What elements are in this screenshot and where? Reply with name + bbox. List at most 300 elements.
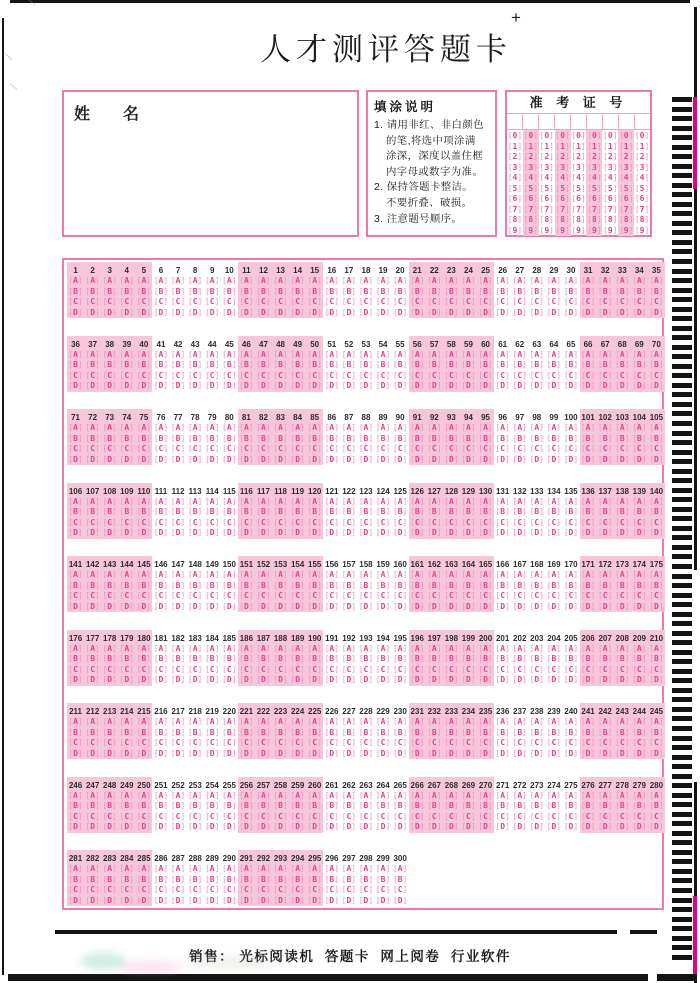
- option-bubble-A[interactable]: [375, 497, 392, 508]
- option-bubble-C[interactable]: [135, 518, 152, 529]
- option-bubble-C[interactable]: [426, 371, 443, 382]
- digit-bubble[interactable]: [571, 194, 587, 205]
- option-bubble-D[interactable]: [340, 455, 357, 466]
- option-bubble-D[interactable]: [562, 749, 579, 760]
- option-bubble-C[interactable]: [289, 591, 306, 602]
- option-bubble-D[interactable]: [375, 528, 392, 539]
- option-bubble-C[interactable]: [255, 738, 272, 749]
- option-bubble-C[interactable]: [562, 371, 579, 382]
- option-bubble-B[interactable]: [135, 801, 152, 812]
- option-bubble-A[interactable]: [204, 570, 221, 581]
- option-bubble-B[interactable]: [255, 287, 272, 298]
- digit-bubble[interactable]: [586, 226, 602, 237]
- option-bubble-D[interactable]: [357, 381, 374, 392]
- option-bubble-A[interactable]: [392, 644, 409, 655]
- option-bubble-A[interactable]: [511, 423, 528, 434]
- option-bubble-B[interactable]: [221, 360, 238, 371]
- option-bubble-D[interactable]: [562, 455, 579, 466]
- option-bubble-C[interactable]: [477, 665, 494, 676]
- option-bubble-B[interactable]: [255, 581, 272, 592]
- option-bubble-B[interactable]: [494, 434, 511, 445]
- digit-bubble[interactable]: [586, 184, 602, 195]
- option-bubble-A[interactable]: [170, 350, 187, 361]
- option-bubble-C[interactable]: [84, 444, 101, 455]
- digit-bubble[interactable]: [586, 131, 602, 142]
- option-bubble-A[interactable]: [409, 350, 426, 361]
- option-bubble-D[interactable]: [460, 749, 477, 760]
- option-bubble-D[interactable]: [221, 749, 238, 760]
- option-bubble-B[interactable]: [597, 360, 614, 371]
- option-bubble-C[interactable]: [170, 444, 187, 455]
- option-bubble-C[interactable]: [545, 665, 562, 676]
- option-bubble-A[interactable]: [152, 276, 169, 287]
- option-bubble-A[interactable]: [580, 276, 597, 287]
- option-bubble-A[interactable]: [597, 276, 614, 287]
- option-bubble-B[interactable]: [528, 728, 545, 739]
- option-bubble-B[interactable]: [340, 360, 357, 371]
- option-bubble-C[interactable]: [101, 738, 118, 749]
- option-bubble-D[interactable]: [494, 602, 511, 613]
- option-bubble-C[interactable]: [631, 518, 648, 529]
- option-bubble-C[interactable]: [580, 518, 597, 529]
- option-bubble-A[interactable]: [67, 350, 84, 361]
- option-bubble-A[interactable]: [306, 570, 323, 581]
- option-bubble-A[interactable]: [477, 717, 494, 728]
- option-bubble-A[interactable]: [67, 791, 84, 802]
- option-bubble-A[interactable]: [443, 423, 460, 434]
- option-bubble-C[interactable]: [580, 297, 597, 308]
- option-bubble-B[interactable]: [238, 654, 255, 665]
- option-bubble-C[interactable]: [152, 371, 169, 382]
- option-bubble-D[interactable]: [614, 308, 631, 319]
- name-field-box[interactable]: [62, 90, 359, 237]
- option-bubble-D[interactable]: [272, 602, 289, 613]
- option-bubble-B[interactable]: [562, 434, 579, 445]
- option-bubble-C[interactable]: [545, 371, 562, 382]
- option-bubble-D[interactable]: [118, 675, 135, 686]
- option-bubble-B[interactable]: [631, 507, 648, 518]
- option-bubble-A[interactable]: [443, 497, 460, 508]
- option-bubble-D[interactable]: [238, 675, 255, 686]
- option-bubble-C[interactable]: [494, 665, 511, 676]
- option-bubble-B[interactable]: [306, 434, 323, 445]
- option-bubble-A[interactable]: [460, 717, 477, 728]
- option-bubble-D[interactable]: [323, 749, 340, 760]
- option-bubble-D[interactable]: [152, 749, 169, 760]
- option-bubble-C[interactable]: [340, 371, 357, 382]
- option-bubble-B[interactable]: [562, 507, 579, 518]
- option-bubble-D[interactable]: [580, 381, 597, 392]
- option-bubble-D[interactable]: [614, 381, 631, 392]
- digit-bubble[interactable]: [586, 163, 602, 174]
- option-bubble-B[interactable]: [426, 654, 443, 665]
- option-bubble-A[interactable]: [409, 497, 426, 508]
- option-bubble-C[interactable]: [443, 665, 460, 676]
- option-bubble-D[interactable]: [101, 308, 118, 319]
- digit-bubble[interactable]: [571, 173, 587, 184]
- option-bubble-A[interactable]: [614, 717, 631, 728]
- option-bubble-C[interactable]: [67, 444, 84, 455]
- option-bubble-C[interactable]: [597, 738, 614, 749]
- option-bubble-B[interactable]: [477, 360, 494, 371]
- digit-bubble[interactable]: [539, 205, 555, 216]
- option-bubble-D[interactable]: [340, 308, 357, 319]
- option-bubble-D[interactable]: [340, 749, 357, 760]
- option-bubble-A[interactable]: [597, 717, 614, 728]
- option-bubble-D[interactable]: [289, 528, 306, 539]
- option-bubble-C[interactable]: [67, 371, 84, 382]
- digit-bubble[interactable]: [539, 184, 555, 195]
- option-bubble-A[interactable]: [170, 791, 187, 802]
- option-bubble-A[interactable]: [84, 350, 101, 361]
- option-bubble-D[interactable]: [306, 381, 323, 392]
- option-bubble-D[interactable]: [67, 602, 84, 613]
- option-bubble-B[interactable]: [580, 728, 597, 739]
- option-bubble-A[interactable]: [135, 791, 152, 802]
- option-bubble-B[interactable]: [340, 434, 357, 445]
- option-bubble-C[interactable]: [460, 297, 477, 308]
- option-bubble-B[interactable]: [597, 287, 614, 298]
- option-bubble-B[interactable]: [409, 507, 426, 518]
- option-bubble-C[interactable]: [443, 738, 460, 749]
- option-bubble-D[interactable]: [340, 381, 357, 392]
- option-bubble-B[interactable]: [477, 728, 494, 739]
- option-bubble-B[interactable]: [477, 507, 494, 518]
- option-bubble-B[interactable]: [545, 581, 562, 592]
- digit-bubble[interactable]: [555, 215, 571, 226]
- option-bubble-C[interactable]: [67, 518, 84, 529]
- option-bubble-B[interactable]: [477, 287, 494, 298]
- option-bubble-C[interactable]: [426, 518, 443, 529]
- option-bubble-A[interactable]: [494, 276, 511, 287]
- option-bubble-A[interactable]: [631, 497, 648, 508]
- option-bubble-A[interactable]: [204, 423, 221, 434]
- option-bubble-A[interactable]: [392, 497, 409, 508]
- option-bubble-B[interactable]: [152, 360, 169, 371]
- option-bubble-C[interactable]: [494, 371, 511, 382]
- option-bubble-B[interactable]: [84, 507, 101, 518]
- option-bubble-D[interactable]: [255, 602, 272, 613]
- option-bubble-B[interactable]: [357, 581, 374, 592]
- option-bubble-B[interactable]: [84, 801, 101, 812]
- option-bubble-B[interactable]: [443, 728, 460, 739]
- option-bubble-B[interactable]: [152, 434, 169, 445]
- option-bubble-A[interactable]: [631, 350, 648, 361]
- option-bubble-D[interactable]: [528, 308, 545, 319]
- option-bubble-C[interactable]: [494, 444, 511, 455]
- option-bubble-D[interactable]: [238, 455, 255, 466]
- option-bubble-C[interactable]: [357, 518, 374, 529]
- option-bubble-C[interactable]: [631, 665, 648, 676]
- option-bubble-D[interactable]: [460, 381, 477, 392]
- option-bubble-C[interactable]: [340, 518, 357, 529]
- option-bubble-A[interactable]: [238, 644, 255, 655]
- option-bubble-A[interactable]: [135, 497, 152, 508]
- option-bubble-B[interactable]: [221, 507, 238, 518]
- option-bubble-D[interactable]: [375, 308, 392, 319]
- digit-bubble[interactable]: [507, 215, 523, 226]
- option-bubble-C[interactable]: [357, 371, 374, 382]
- option-bubble-D[interactable]: [289, 455, 306, 466]
- option-bubble-D[interactable]: [426, 381, 443, 392]
- option-bubble-C[interactable]: [118, 297, 135, 308]
- option-bubble-A[interactable]: [289, 570, 306, 581]
- option-bubble-A[interactable]: [562, 717, 579, 728]
- digit-bubble[interactable]: [539, 215, 555, 226]
- option-bubble-D[interactable]: [221, 455, 238, 466]
- option-bubble-B[interactable]: [375, 507, 392, 518]
- option-bubble-C[interactable]: [306, 665, 323, 676]
- option-bubble-D[interactable]: [409, 308, 426, 319]
- option-bubble-A[interactable]: [528, 570, 545, 581]
- option-bubble-C[interactable]: [135, 738, 152, 749]
- option-bubble-C[interactable]: [306, 518, 323, 529]
- option-bubble-B[interactable]: [580, 434, 597, 445]
- option-bubble-B[interactable]: [477, 581, 494, 592]
- option-bubble-D[interactable]: [494, 749, 511, 760]
- option-bubble-C[interactable]: [528, 444, 545, 455]
- option-bubble-C[interactable]: [426, 665, 443, 676]
- digit-bubble[interactable]: [539, 173, 555, 184]
- option-bubble-C[interactable]: [135, 444, 152, 455]
- option-bubble-C[interactable]: [221, 371, 238, 382]
- option-bubble-D[interactable]: [357, 308, 374, 319]
- option-bubble-A[interactable]: [562, 644, 579, 655]
- option-bubble-B[interactable]: [152, 654, 169, 665]
- option-bubble-C[interactable]: [238, 444, 255, 455]
- digit-bubble[interactable]: [571, 131, 587, 142]
- option-bubble-A[interactable]: [357, 423, 374, 434]
- ticket-blank-cell[interactable]: [523, 114, 539, 129]
- option-bubble-C[interactable]: [306, 738, 323, 749]
- option-bubble-A[interactable]: [528, 350, 545, 361]
- option-bubble-D[interactable]: [323, 455, 340, 466]
- option-bubble-D[interactable]: [204, 675, 221, 686]
- option-bubble-D[interactable]: [443, 675, 460, 686]
- option-bubble-B[interactable]: [272, 434, 289, 445]
- option-bubble-C[interactable]: [118, 665, 135, 676]
- option-bubble-B[interactable]: [426, 728, 443, 739]
- option-bubble-C[interactable]: [187, 591, 204, 602]
- option-bubble-A[interactable]: [118, 791, 135, 802]
- option-bubble-B[interactable]: [614, 507, 631, 518]
- option-bubble-B[interactable]: [460, 287, 477, 298]
- option-bubble-C[interactable]: [631, 297, 648, 308]
- option-bubble-D[interactable]: [375, 602, 392, 613]
- option-bubble-C[interactable]: [562, 665, 579, 676]
- ticket-blank-cell[interactable]: [587, 114, 603, 129]
- option-bubble-D[interactable]: [597, 455, 614, 466]
- option-bubble-D[interactable]: [426, 749, 443, 760]
- digit-bubble[interactable]: [602, 184, 618, 195]
- option-bubble-D[interactable]: [135, 675, 152, 686]
- option-bubble-D[interactable]: [614, 749, 631, 760]
- option-bubble-D[interactable]: [357, 455, 374, 466]
- digit-bubble[interactable]: [586, 142, 602, 153]
- option-bubble-B[interactable]: [528, 434, 545, 445]
- option-bubble-A[interactable]: [221, 423, 238, 434]
- digit-bubble[interactable]: [618, 152, 634, 163]
- option-bubble-D[interactable]: [357, 749, 374, 760]
- option-bubble-C[interactable]: [221, 591, 238, 602]
- option-bubble-D[interactable]: [631, 455, 648, 466]
- option-bubble-D[interactable]: [409, 455, 426, 466]
- option-bubble-B[interactable]: [118, 728, 135, 739]
- option-bubble-B[interactable]: [67, 287, 84, 298]
- digit-bubble[interactable]: [618, 163, 634, 174]
- option-bubble-C[interactable]: [511, 591, 528, 602]
- digit-bubble[interactable]: [602, 205, 618, 216]
- option-bubble-C[interactable]: [118, 738, 135, 749]
- option-bubble-D[interactable]: [135, 455, 152, 466]
- option-bubble-A[interactable]: [545, 350, 562, 361]
- digit-bubble[interactable]: [618, 215, 634, 226]
- option-bubble-B[interactable]: [204, 507, 221, 518]
- option-bubble-B[interactable]: [152, 728, 169, 739]
- option-bubble-C[interactable]: [477, 518, 494, 529]
- digit-bubble[interactable]: [586, 152, 602, 163]
- option-bubble-A[interactable]: [648, 423, 665, 434]
- option-bubble-D[interactable]: [545, 381, 562, 392]
- option-bubble-B[interactable]: [597, 507, 614, 518]
- option-bubble-C[interactable]: [323, 297, 340, 308]
- option-bubble-D[interactable]: [460, 308, 477, 319]
- option-bubble-C[interactable]: [477, 591, 494, 602]
- option-bubble-B[interactable]: [135, 654, 152, 665]
- option-bubble-C[interactable]: [170, 591, 187, 602]
- option-bubble-D[interactable]: [477, 455, 494, 466]
- option-bubble-A[interactable]: [84, 570, 101, 581]
- option-bubble-A[interactable]: [221, 497, 238, 508]
- option-bubble-C[interactable]: [375, 518, 392, 529]
- option-bubble-C[interactable]: [101, 444, 118, 455]
- option-bubble-A[interactable]: [170, 644, 187, 655]
- option-bubble-B[interactable]: [323, 654, 340, 665]
- option-bubble-C[interactable]: [375, 591, 392, 602]
- option-bubble-C[interactable]: [580, 371, 597, 382]
- option-bubble-A[interactable]: [340, 717, 357, 728]
- option-bubble-D[interactable]: [255, 675, 272, 686]
- option-bubble-D[interactable]: [562, 528, 579, 539]
- option-bubble-C[interactable]: [443, 297, 460, 308]
- option-bubble-C[interactable]: [614, 297, 631, 308]
- option-bubble-D[interactable]: [204, 749, 221, 760]
- option-bubble-D[interactable]: [648, 308, 665, 319]
- option-bubble-B[interactable]: [426, 360, 443, 371]
- option-bubble-A[interactable]: [84, 717, 101, 728]
- option-bubble-C[interactable]: [306, 444, 323, 455]
- option-bubble-C[interactable]: [392, 665, 409, 676]
- option-bubble-C[interactable]: [170, 665, 187, 676]
- option-bubble-D[interactable]: [67, 822, 84, 833]
- option-bubble-D[interactable]: [118, 602, 135, 613]
- digit-bubble[interactable]: [634, 184, 650, 195]
- option-bubble-B[interactable]: [323, 434, 340, 445]
- option-bubble-B[interactable]: [426, 581, 443, 592]
- option-bubble-A[interactable]: [511, 717, 528, 728]
- option-bubble-C[interactable]: [545, 297, 562, 308]
- option-bubble-C[interactable]: [152, 518, 169, 529]
- option-bubble-B[interactable]: [357, 728, 374, 739]
- digit-bubble[interactable]: [634, 205, 650, 216]
- option-bubble-D[interactable]: [238, 749, 255, 760]
- option-bubble-C[interactable]: [460, 738, 477, 749]
- option-bubble-B[interactable]: [631, 581, 648, 592]
- option-bubble-C[interactable]: [443, 518, 460, 529]
- option-bubble-B[interactable]: [101, 581, 118, 592]
- option-bubble-D[interactable]: [443, 528, 460, 539]
- option-bubble-A[interactable]: [545, 423, 562, 434]
- option-bubble-B[interactable]: [460, 581, 477, 592]
- option-bubble-D[interactable]: [580, 675, 597, 686]
- option-bubble-B[interactable]: [460, 728, 477, 739]
- option-bubble-A[interactable]: [255, 570, 272, 581]
- option-bubble-A[interactable]: [101, 497, 118, 508]
- option-bubble-A[interactable]: [562, 570, 579, 581]
- option-bubble-C[interactable]: [426, 591, 443, 602]
- option-bubble-C[interactable]: [135, 591, 152, 602]
- option-bubble-D[interactable]: [511, 381, 528, 392]
- option-bubble-C[interactable]: [118, 812, 135, 823]
- option-bubble-C[interactable]: [221, 518, 238, 529]
- option-bubble-C[interactable]: [477, 738, 494, 749]
- option-bubble-A[interactable]: [170, 497, 187, 508]
- option-bubble-B[interactable]: [187, 654, 204, 665]
- ticket-blank-cell[interactable]: [619, 114, 635, 129]
- option-bubble-D[interactable]: [272, 455, 289, 466]
- digit-bubble[interactable]: [555, 194, 571, 205]
- option-bubble-C[interactable]: [528, 665, 545, 676]
- option-bubble-C[interactable]: [375, 665, 392, 676]
- option-bubble-A[interactable]: [340, 350, 357, 361]
- option-bubble-C[interactable]: [562, 738, 579, 749]
- digit-bubble[interactable]: [523, 226, 539, 237]
- option-bubble-C[interactable]: [135, 665, 152, 676]
- option-bubble-C[interactable]: [511, 665, 528, 676]
- digit-bubble[interactable]: [555, 142, 571, 153]
- option-bubble-A[interactable]: [118, 717, 135, 728]
- option-bubble-D[interactable]: [135, 528, 152, 539]
- option-bubble-C[interactable]: [426, 297, 443, 308]
- digit-bubble[interactable]: [602, 173, 618, 184]
- option-bubble-A[interactable]: [204, 350, 221, 361]
- option-bubble-D[interactable]: [101, 455, 118, 466]
- option-bubble-A[interactable]: [101, 717, 118, 728]
- option-bubble-D[interactable]: [84, 675, 101, 686]
- ticket-blank-cell[interactable]: [635, 114, 650, 129]
- option-bubble-D[interactable]: [545, 602, 562, 613]
- option-bubble-B[interactable]: [597, 434, 614, 445]
- option-bubble-C[interactable]: [289, 738, 306, 749]
- option-bubble-A[interactable]: [135, 423, 152, 434]
- option-bubble-D[interactable]: [84, 308, 101, 319]
- digit-bubble[interactable]: [602, 215, 618, 226]
- digit-bubble[interactable]: [523, 131, 539, 142]
- option-bubble-A[interactable]: [272, 644, 289, 655]
- option-bubble-D[interactable]: [528, 749, 545, 760]
- option-bubble-A[interactable]: [67, 423, 84, 434]
- option-bubble-C[interactable]: [648, 738, 665, 749]
- option-bubble-C[interactable]: [187, 518, 204, 529]
- digit-bubble[interactable]: [634, 173, 650, 184]
- option-bubble-A[interactable]: [580, 497, 597, 508]
- option-bubble-D[interactable]: [580, 528, 597, 539]
- option-bubble-D[interactable]: [135, 602, 152, 613]
- option-bubble-B[interactable]: [170, 434, 187, 445]
- option-bubble-B[interactable]: [392, 507, 409, 518]
- option-bubble-A[interactable]: [494, 570, 511, 581]
- option-bubble-D[interactable]: [648, 455, 665, 466]
